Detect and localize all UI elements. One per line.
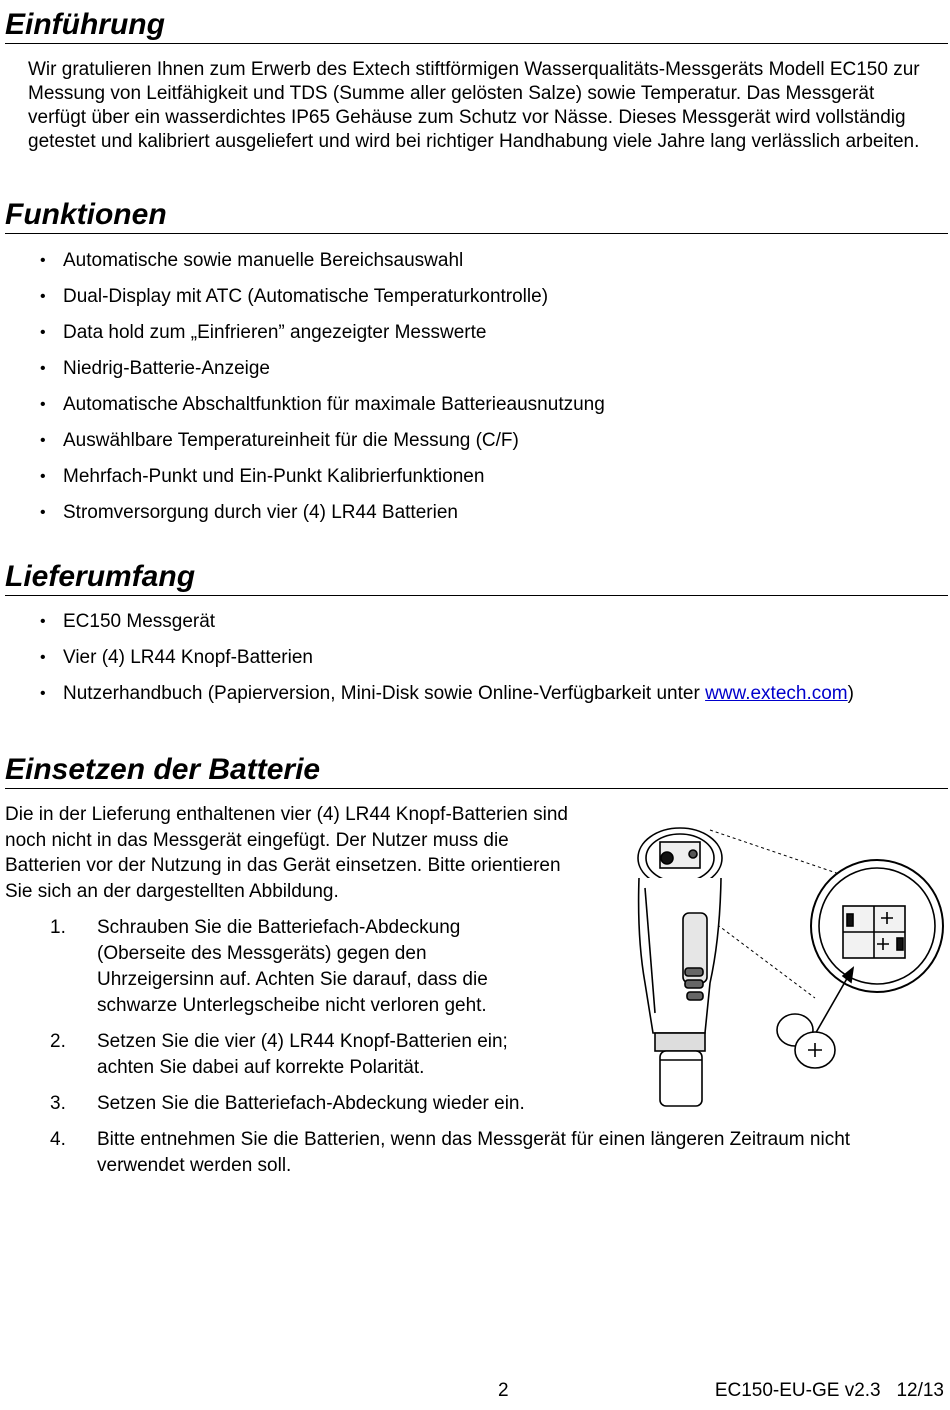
step-text: Schrauben Sie die Batteriefach-Abdeckung (Oberseite des Messgeräts) gegen den Uhrzeigersinn auf. Achten Sie darauf, dass die schwarze Unterlegscheibe nicht verloren geht. <box>97 917 488 1016</box>
list-item: • Vier (4) LR44 Knopf-Batterien <box>0 646 854 682</box>
page-number: 2 <box>498 1380 509 1401</box>
step-number: 2. <box>50 1031 66 1052</box>
intro-paragraph: Wir gratulieren Ihnen zum Erwerb des Extech stiftförmigen Wasserqualitäts-Messgeräts Modell EC150 zur Messung von Leitfähigkeit und TDS (Summe aller gelösten Salze) sowie Temperatur. Das Messgerät verfügt über ein wasserdichtes IP65 Gehäuse zum Schutz vor Nässe. Dieses Messgerät wird vollständig getestet und kalibriert ausgeliefert und wird bei richtiger Handhabung viele Jahre lang verlässlich arbeiten. <box>28 59 920 152</box>
list-item: • Stromversorgung durch vier (4) LR44 Batterien <box>0 501 605 537</box>
list-item <box>0 1127 927 1179</box>
list-item: • EC150 Messgerät <box>0 610 854 646</box>
document-id: EC150-EU-GE v2.3 12/13 <box>714 1380 944 1401</box>
step-text: Bitte entnehmen Sie die Batterien, wenn das Messgerät für einen längeren Zeitraum nicht verwendet werden soll. <box>97 1129 851 1176</box>
heading-package-contents: Lieferumfang <box>5 560 948 596</box>
list-item <box>0 1091 597 1117</box>
heading-battery-installation: Einsetzen der Batterie <box>5 753 948 789</box>
step-number: 3. <box>50 1093 66 1114</box>
battery-intro-paragraph: Die in der Lieferung enthaltenen vier (4) LR44 Knopf-Batterien sind noch nicht in das Messgerät eingefügt. Der Nutzer muss die Batterien vor der Nutzung in das Gerät einsetzen. Bitte orientieren Sie sich an der dargestellten Abbildung. <box>5 804 568 902</box>
contents-list <box>0 610 854 718</box>
features-list <box>0 249 605 537</box>
battery-installation-illustration <box>615 818 945 1113</box>
list-item <box>0 682 854 718</box>
list-item: • Mehrfach-Punkt und Ein-Punkt Kalibrierfunktionen <box>0 465 605 501</box>
list-item: • Dual-Display mit ATC (Automatische Temperaturkontrolle) <box>0 285 605 321</box>
list-item <box>0 1029 567 1081</box>
list-item: • Automatische Abschaltfunktion für maximale Batterieausnutzung <box>0 393 605 429</box>
extech-link[interactable]: www.extech.com <box>705 683 848 704</box>
step-number: 1. <box>50 917 66 938</box>
manual-suffix: ) <box>847 683 854 704</box>
manual-text: Nutzerhandbuch (Papierversion, Mini-Disk sowie Online-Verfügbarkeit unter <box>63 683 706 704</box>
list-item: • Automatische sowie manuelle Bereichsauswahl <box>0 249 605 285</box>
heading-features: Funktionen <box>5 198 948 234</box>
heading-introduction: Einführung <box>5 8 948 44</box>
list-item: • Data hold zum „Einfrieren” angezeigter Messwerte <box>0 321 605 357</box>
step-text: Setzen Sie die vier (4) LR44 Knopf-Batterien ein; achten Sie dabei auf korrekte Polarität. <box>97 1031 508 1078</box>
step-text: Setzen Sie die Batteriefach-Abdeckung wieder ein. <box>97 1093 525 1114</box>
list-item <box>0 915 537 1019</box>
step-number: 4. <box>50 1129 66 1150</box>
list-item: • Auswählbare Temperatureinheit für die Messung (C/F) <box>0 429 605 465</box>
list-item: • Niedrig-Batterie-Anzeige <box>0 357 605 393</box>
